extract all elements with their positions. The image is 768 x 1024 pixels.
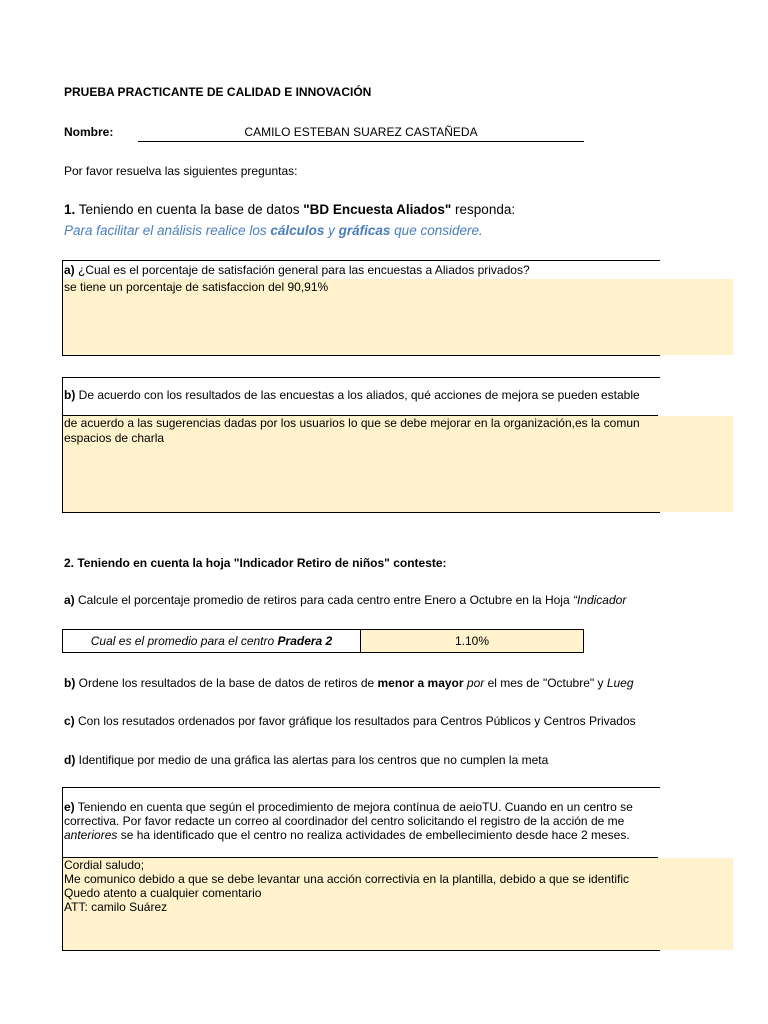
q1-heading: 1. Teniendo en cuenta la base de datos "BD Encuesta Aliados" responda: (64, 202, 516, 217)
q2c-text: c) Con los resutados ordenados por favor gráfique los resultados para Centros Públicos y Centros Privados (64, 714, 636, 728)
nombre-value: CAMILO ESTEBAN SUAREZ CASTAÑEDA (244, 125, 478, 139)
question-e-text: e) Teniendo en cuenta que según el procedimiento de mejora contínua de aeioTU. Cuando en un centro se correctiva. Por favor redacte un correo al coordinador del centro solicitando el registro de la acción de me anteriores se ha identificado que el centro no realiza actividades de embellecimiento desde hace 2 meses. (64, 800, 633, 842)
nombre-label: Nombre: (64, 125, 114, 139)
question-b-text: b) De acuerdo con los resultados de las encuestas a los aliados, qué acciones de mejora se pueden estable (64, 388, 640, 402)
answer-a-field[interactable] (63, 279, 733, 355)
q2b-text: b) Ordene los resultados de la base de datos de retiros de menor a mayor por el mes de "Octubre" y Lueg (64, 676, 634, 690)
answer-e-line: ATT: camilo Suárez (64, 900, 168, 914)
document-title: PRUEBA PRACTICANTE DE CALIDAD E INNOVACIÓN (64, 85, 372, 99)
q1-hint: Para facilitar el análisis realice los cálculos y gráficas que considere. (64, 223, 483, 238)
answer-b-line1: de acuerdo a las sugerencias dadas por los usuarios lo que se debe mejorar en la organización,es la comun (64, 416, 640, 430)
answer-b-field[interactable] (63, 416, 733, 512)
answer-e-field[interactable] (63, 858, 733, 950)
answer-e-line: Cordial saludo; (64, 858, 145, 872)
promedio-value: 1.10% (454, 634, 490, 648)
answer-e-line: Quedo atento a cualquier comentario (64, 886, 262, 900)
promedio-label-cell: Cual es el promedio para el centro Pradera 2 (62, 629, 361, 653)
intro-text: Por favor resuelva las siguientes preguntas: (64, 164, 298, 178)
answer-b-line2: espacios de charla (64, 431, 165, 445)
promedio-value-cell[interactable] (360, 629, 584, 653)
question-a-text: a) ¿Cual es el porcentaje de satisfación general para las encuestas a Aliados privados? (64, 263, 530, 277)
q2d-text: d) Identifique por medio de una gráfica las alertas para los centros que no cumplen la meta (64, 753, 549, 767)
answer-e-line: Me comunico debido a que se debe levantar una acción correctivia en la plantilla, debido a que se identific (64, 872, 630, 886)
nombre-underline (138, 141, 584, 142)
answer-a-text: se tiene un porcentaje de satisfaccion del 90,91% (64, 280, 329, 294)
q2-heading: 2. Teniendo en cuenta la hoja "Indicador Retiro de niños" conteste: (64, 556, 447, 570)
q2a-text: a) Calcule el porcentaje promedio de retiros para cada centro entre Enero a Octubre en la Hoja “Indicador (64, 593, 627, 607)
